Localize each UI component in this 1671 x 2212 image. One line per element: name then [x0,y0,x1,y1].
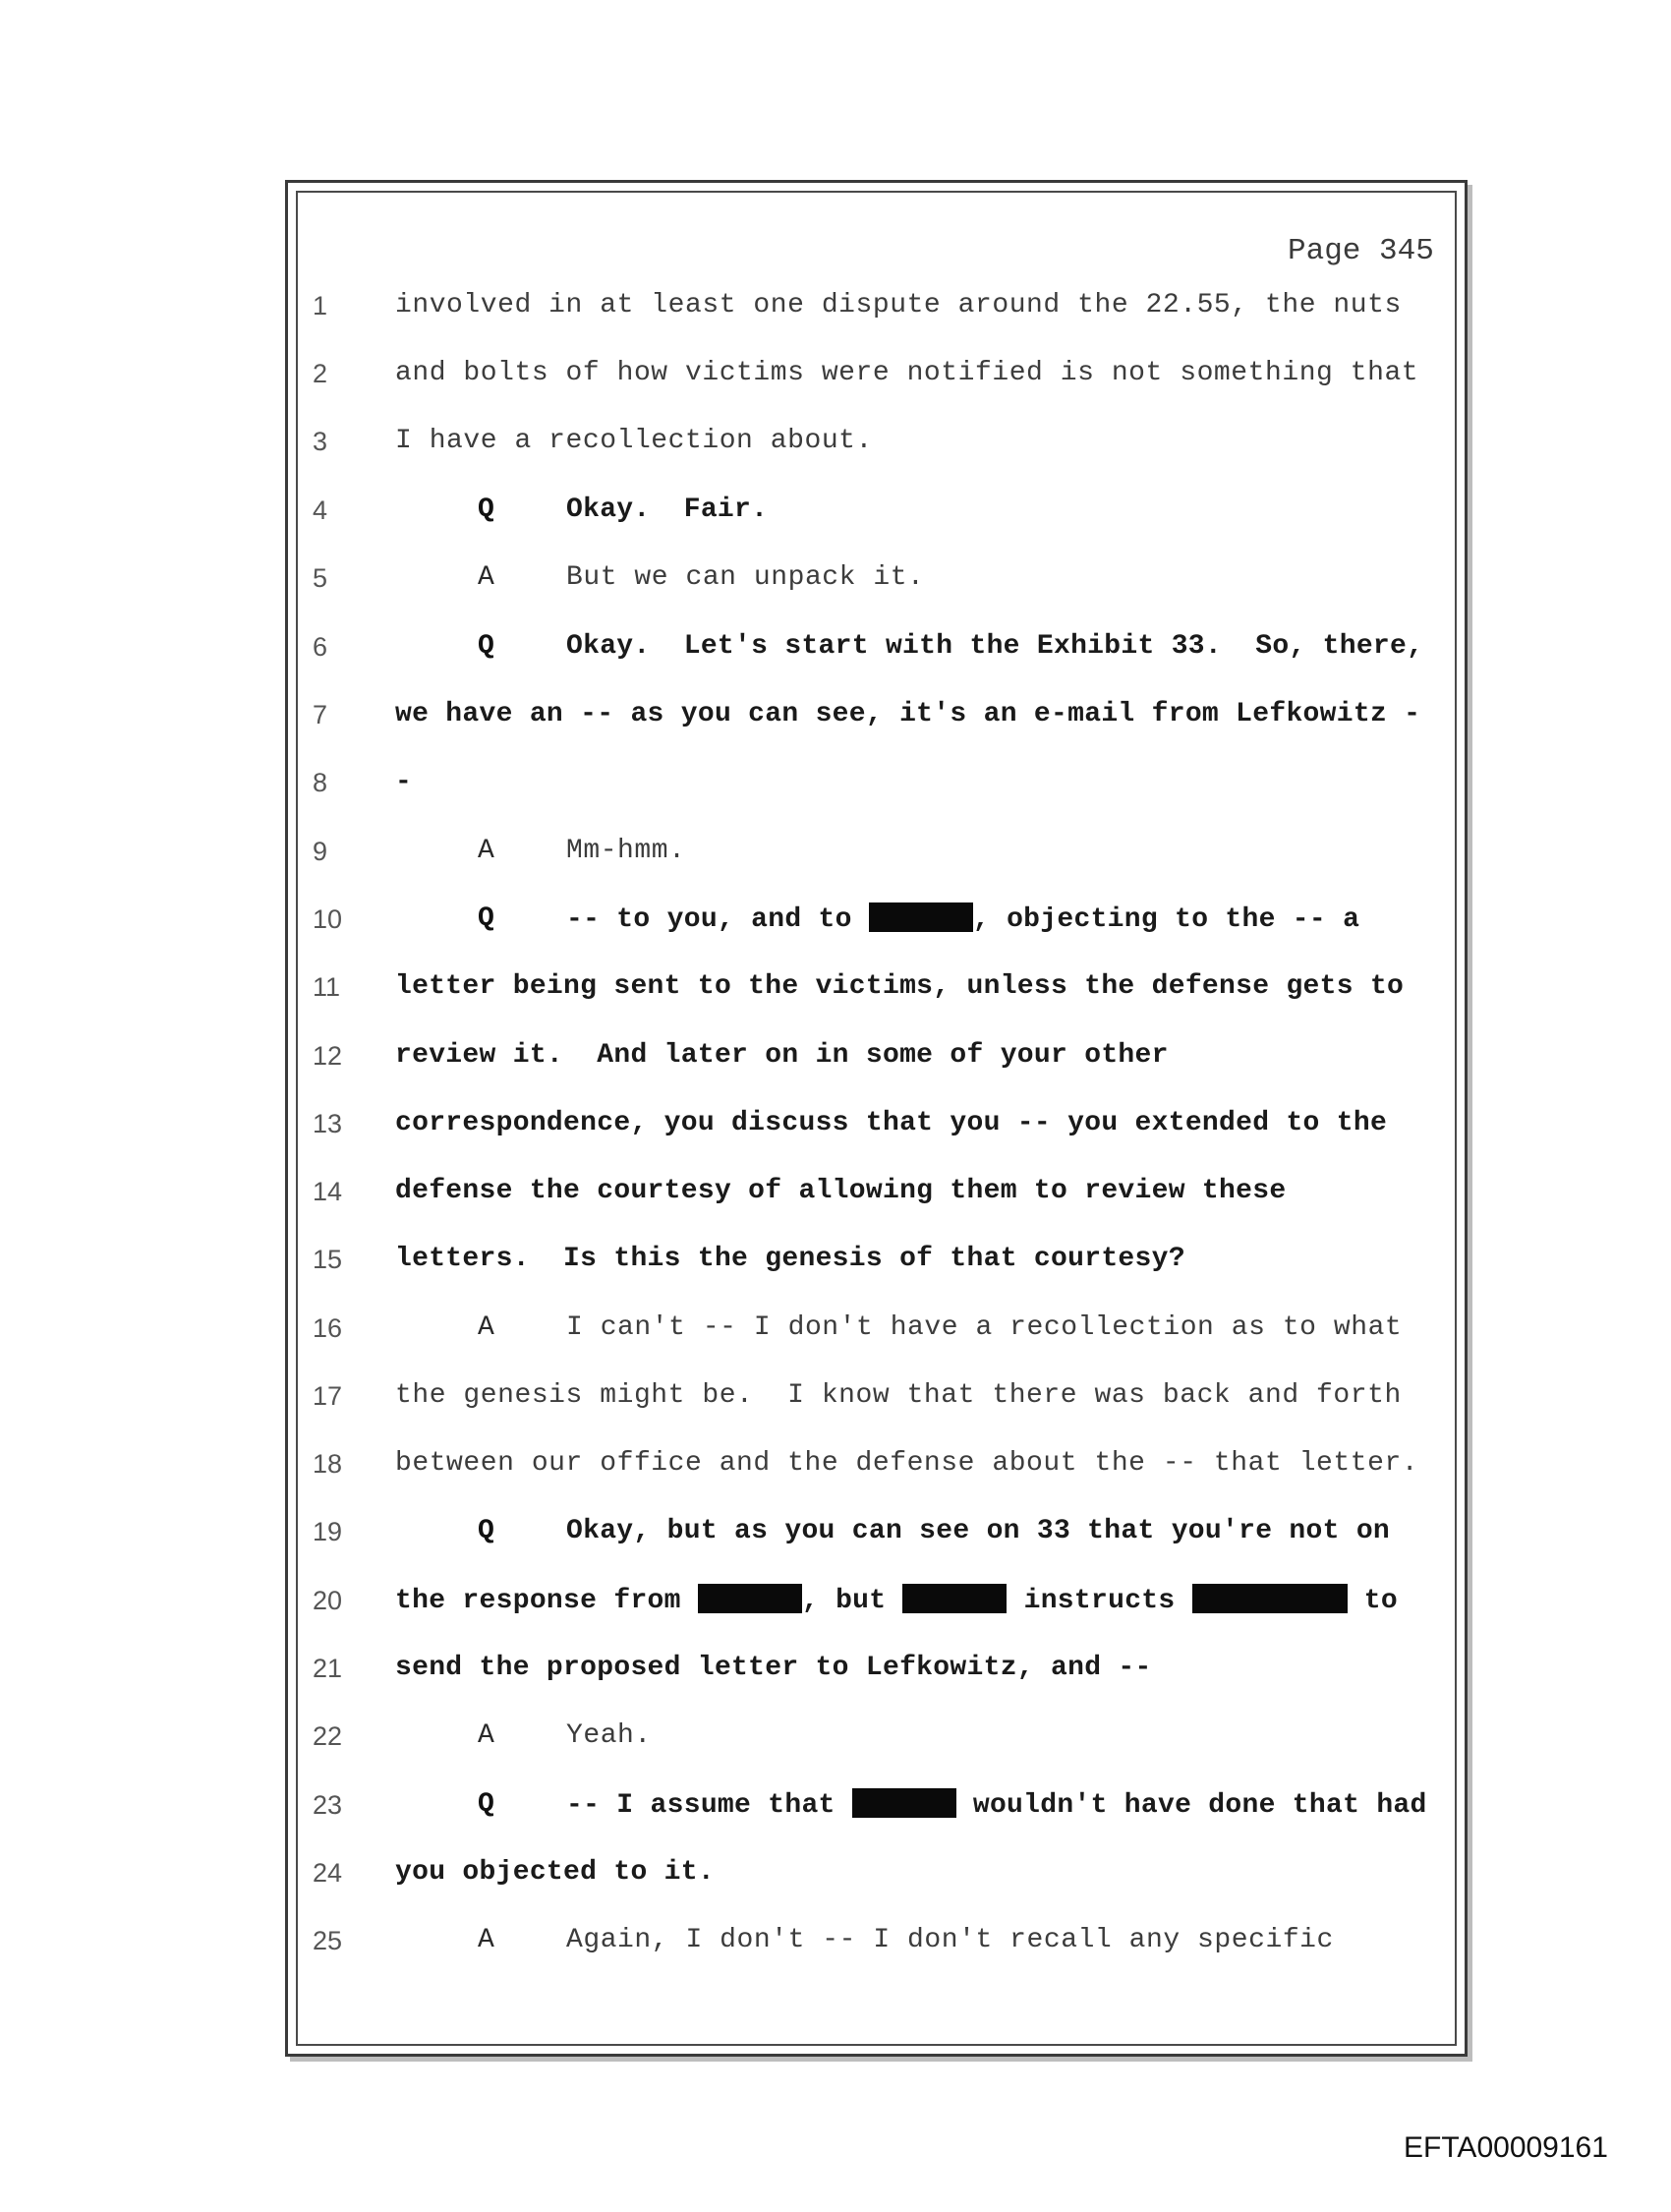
line-number: 22 [313,1721,343,1751]
line-number: 16 [313,1313,343,1343]
transcript-line [0,1719,1671,1769]
transcript-line [0,494,1671,543]
transcript-line [0,1243,1671,1292]
line-text: I have a recollection about. [395,426,873,456]
line-text: the genesis might be. I know that there was back and forth [395,1380,1402,1411]
line-number: 17 [313,1381,343,1411]
transcript-line [0,970,1671,1019]
transcript-line [0,835,1671,884]
transcript-line [0,1924,1671,1973]
transcript-line [0,1379,1671,1428]
transcript-line [0,1175,1671,1224]
transcript-line [0,1515,1671,1564]
speaker-label: Q [478,631,494,662]
redaction-box [902,1584,1007,1613]
line-text: correspondence, you discuss that you -- you extended to the [395,1108,1388,1138]
line-number: 9 [313,837,328,866]
line-number: 25 [313,1926,343,1955]
transcript-line [0,1311,1671,1361]
transcript-line [0,1107,1671,1156]
line-text: Yeah. [566,1720,652,1751]
line-text: involved in at least one dispute around the 22.55, the nuts [395,290,1402,320]
line-number: 10 [313,904,343,934]
redaction-box [1192,1584,1348,1613]
transcript-line [0,425,1671,474]
line-text-segment: wouldn't have done that had [955,1790,1427,1821]
line-number: 21 [313,1654,343,1683]
line-text: Okay. Let's start with the Exhibit 33. So, there, [566,631,1424,662]
page-number: Page 345 [1288,234,1434,268]
transcript-line [0,1584,1671,1633]
speaker-label: A [478,836,494,866]
speaker-label: A [478,1925,494,1955]
transcript-line [0,1447,1671,1496]
line-number: 18 [313,1449,343,1479]
line-text-segment: , but [801,1586,903,1616]
speaker-label: A [478,1720,494,1751]
line-number: 2 [313,359,328,388]
line-text: defense the courtesy of allowing them to review these [395,1176,1287,1206]
line-text: review it. And later on in some of your other [395,1040,1169,1071]
line-number: 8 [313,768,328,797]
line-text-segment: -- I assume that [566,1790,852,1821]
line-text: between our office and the defense about the -- that letter. [395,1448,1419,1479]
transcript-line [0,357,1671,406]
line-text: we have an -- as you can see, it's an e-mail from Lefkowitz - [395,699,1421,729]
document-id: EFTA00009161 [1404,2131,1608,2164]
line-text: you objected to it. [395,1857,715,1888]
line-text: Okay. Fair. [566,495,769,525]
transcript-line [0,698,1671,747]
transcript-line [0,630,1671,679]
transcript-line [0,561,1671,611]
line-text-segment: , objecting to the -- a [972,904,1360,935]
speaker-label: A [478,1312,494,1343]
line-number: 24 [313,1858,343,1888]
line-number: 13 [313,1109,343,1138]
line-number: 6 [313,632,328,662]
line-number: 4 [313,495,328,525]
redaction-box [698,1584,802,1613]
line-text: Again, I don't -- I don't recall any specific [566,1925,1334,1955]
speaker-label: Q [478,1789,494,1820]
speaker-label: Q [478,495,494,525]
speaker-label: Q [478,1516,494,1546]
line-text: But we can unpack it. [566,562,925,593]
transcript-line [0,902,1671,952]
redaction-box [869,902,973,932]
line-number: 23 [313,1790,343,1820]
line-text-segment: -- to you, and to [566,904,869,935]
transcript-line [0,1788,1671,1837]
transcript-line [0,1856,1671,1905]
line-text: - [395,767,413,797]
line-number: 12 [313,1041,343,1071]
transcript-line [0,1039,1671,1088]
transcript-line [0,766,1671,815]
transcript-line [0,1652,1671,1701]
line-text-segment: instructs [1007,1586,1192,1616]
line-number: 5 [313,563,328,593]
line-text [566,902,1359,937]
line-number: 3 [313,427,328,456]
redaction-box [852,1788,956,1818]
line-text: send the proposed letter to Lefkowitz, and -- [395,1653,1152,1683]
line-text: I can't -- I don't have a recollection as to what [566,1312,1403,1343]
line-text-segment: to [1347,1586,1398,1616]
line-number: 1 [313,291,328,320]
line-text [566,1788,1427,1823]
line-text: and bolts of how victims were notified is not something that [395,358,1419,388]
line-number: 14 [313,1177,343,1206]
line-text: letters. Is this the genesis of that courtesy? [395,1244,1185,1274]
line-number: 19 [313,1517,343,1546]
line-number: 20 [313,1586,343,1615]
line-number: 11 [313,972,341,1002]
line-number: 7 [313,700,328,729]
speaker-label: Q [478,903,494,934]
line-text: Okay, but as you can see on 33 that you're not on [566,1516,1391,1546]
line-text: Mm-hmm. [566,836,686,866]
line-text-segment: the response from [395,1586,698,1616]
speaker-label: A [478,562,494,593]
line-text [395,1584,1398,1618]
transcript-line [0,289,1671,338]
line-number: 15 [313,1245,343,1274]
line-text: letter being sent to the victims, unless the defense gets to [395,971,1405,1002]
